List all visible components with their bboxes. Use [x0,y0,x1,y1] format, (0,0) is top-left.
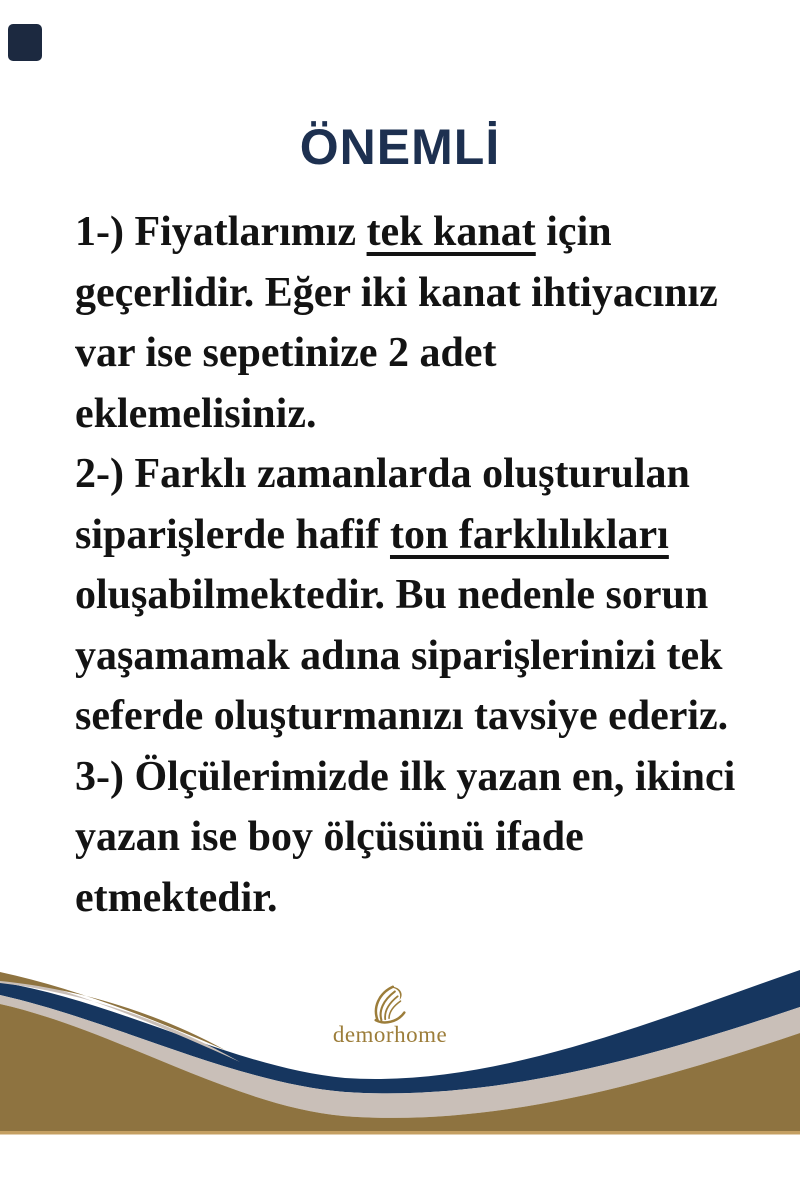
body-text-segment: var ise sepetinize 2 adet [75,330,497,376]
body-text-segment: seferde oluşturmanızı tavsiye ederiz. [75,693,729,739]
body-line [75,686,770,747]
body-line [75,384,770,445]
underlined-text: ton farklılıkları [389,511,669,558]
brand-name: demorhome [332,1022,448,1047]
body-text-segment: 3-) Ölçülerimizde ilk yazan en, ikinci [75,753,736,800]
body-line [75,444,770,505]
page-title: ÖNEMLİ [299,119,501,175]
body-line [75,747,770,808]
body-text-segment: 1-) Fiyatlarımız [75,209,367,255]
corner-accent-square [8,24,42,61]
body-line [75,807,770,868]
brand-logo [0,982,800,1047]
notice-body [75,202,770,928]
body-line [75,868,770,929]
body-line [75,565,770,626]
body-text-segment: için [535,209,612,255]
underlined-text: tek kanat [366,209,536,255]
body-text-segment: 2-) Farklı zamanlarda oluşturulan [75,451,690,497]
body-line [75,202,770,263]
body-text-segment: yazan ise boy ölçüsünü ifade [75,814,584,860]
body-text-segment: oluşabilmektedir. Bu nedenle sorun [75,572,709,618]
body-line [75,505,770,566]
wave-tan-line [0,1131,800,1135]
body-text-segment: etmektedir. [75,874,278,921]
swan-flourish-icon [367,982,413,1024]
body-text-segment: eklemelisiniz. [75,390,317,437]
body-line [75,323,770,384]
body-text-segment: siparişlerde hafif [75,511,390,558]
body-line [75,263,770,324]
body-text-segment: geçerlidir. Eğer iki kanat ihtiyacınız [75,269,718,316]
body-line [75,626,770,687]
body-text-segment: yaşamamak adına siparişlerinizi tek [75,632,723,679]
